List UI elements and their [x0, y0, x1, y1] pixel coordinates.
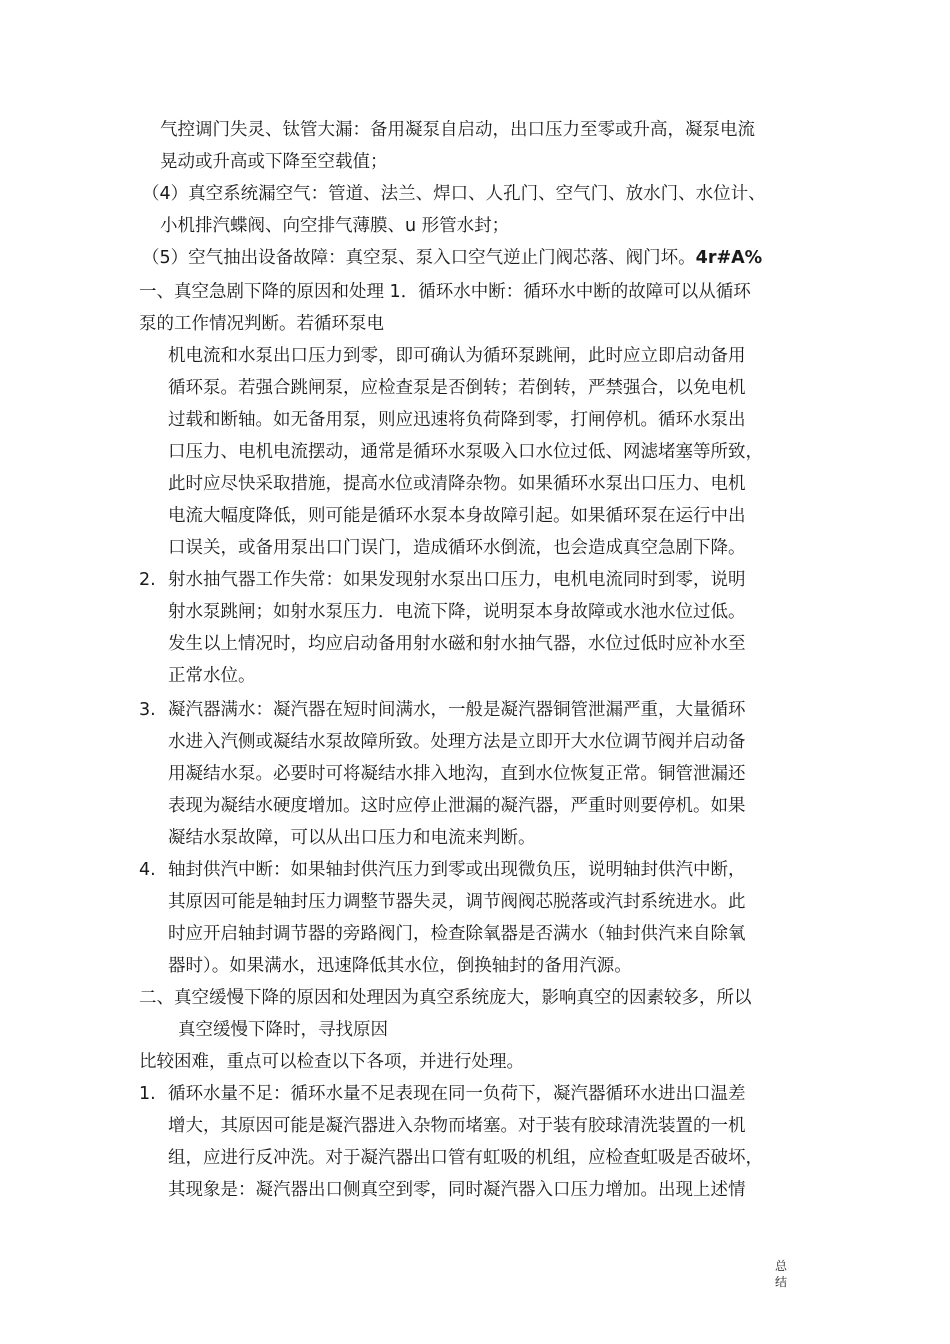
section2-heading-line-3: 比较困难，重点可以检查以下各项，并进行处理。 — [139, 1052, 524, 1072]
intro-item-4-line-1: （4）真空系统漏空气：管道、法兰、焊口、人孔门、空气门、放水门、水位计、 — [142, 184, 766, 204]
intro-line-2: 晃动或升高或下降至空载值； — [160, 152, 388, 172]
section1-para-line: 循环泵。若强合跳闸泵，应检查泵是否倒转；若倒转，严禁强合，以免电机 — [168, 378, 746, 398]
item-number: 1. — [139, 1084, 156, 1104]
section1-para-line: 口误关，或备用泵出口门误门，造成循环水倒流，也会造成真空急剧下降。 — [168, 538, 746, 558]
section1-heading-line-1: 一、真空急剧下降的原因和处理 1．循环水中断：循环水中断的故障可以从循环 — [139, 282, 751, 302]
item-line: 组，应进行反冲洗。对于凝汽器出口管有虹吸的机组，应检查虹吸是否破坏， — [168, 1148, 763, 1168]
item-line: 时应开启轴封调节器的旁路阀门，检查除氧器是否满水（轴封供汽来自除氧 — [168, 924, 746, 944]
item-line: 射水抽气器工作失常：如果发现射水泵出口压力，电机电流同时到零，说明 — [168, 570, 746, 590]
section1-heading-line-2: 泵的工作情况判断。若循环泵电 — [139, 314, 384, 334]
item-line: 轴封供汽中断：如果轴封供汽压力到零或出现微负压，说明轴封供汽中断， — [168, 860, 746, 880]
footer-char: 总 — [774, 1259, 787, 1273]
footer-char: 结 — [774, 1275, 787, 1289]
item-number: 4. — [139, 860, 156, 880]
section2-heading-line-2: 真空缓慢下降时，寻找原因 — [178, 1020, 388, 1040]
item-line: 发生以上情况时，均应启动备用射水磁和射水抽气器，水位过低时应补水至 — [168, 634, 746, 654]
item-line: 器时）。如果满水，迅速降低其水位，倒换轴封的备用汽源。 — [168, 956, 632, 976]
section2-heading-line-1: 二、真空缓慢下降的原因和处理因为真空系统庞大，影响真空的因素较多，所以 — [139, 988, 752, 1008]
intro-item-5-text: （5）空气抽出设备故障：真空泵、泵入口空气逆止门阀芯落、阀门坏。 — [142, 248, 696, 268]
section1-para-line: 机电流和水泵出口压力到零，即可确认为循环泵跳闸，此时应立即启动备用 — [168, 346, 746, 366]
item-line: 表现为凝结水硬度增加。这时应停止泄漏的凝汽器，严重时则要停机。如果 — [168, 796, 746, 816]
item-line: 射水泵跳闸；如射水泵压力．电流下降，说明泵本身故障或水池水位过低。 — [168, 602, 746, 622]
item-line: 水进入汽侧或凝结水泵故障所致。处理方法是立即开大水位调节阀并启动备 — [168, 732, 746, 752]
section1-para-line: 过载和断轴。如无备用泵，则应迅速将负荷降到零，打闸停机。循环水泵出 — [168, 410, 746, 430]
intro-item-5-mark: 4r#A% — [695, 248, 763, 268]
section1-para-line: 口压力、电机电流摆动，通常是循环水泵吸入口水位过低、网滤堵塞等所致， — [168, 442, 763, 462]
item-line: 凝汽器满水：凝汽器在短时间满水，一般是凝汽器铜管泄漏严重，大量循环 — [168, 700, 746, 720]
intro-item-5 — [142, 246, 762, 270]
item-line: 其现象是：凝汽器出口侧真空到零，同时凝汽器入口压力增加。出现上述情 — [168, 1180, 746, 1200]
item-line: 其原因可能是轴封压力调整节器失灵，调节阀阀芯脱落或汽封系统进水。此 — [168, 892, 746, 912]
item-line: 用凝结水泵。必要时可将凝结水排入地沟，直到水位恢复正常。铜管泄漏还 — [168, 764, 746, 784]
item-number: 3. — [139, 700, 156, 720]
item-line: 增大，其原因可能是凝汽器进入杂物而堵塞。对于装有胶球清洗装置的一机 — [168, 1116, 746, 1136]
intro-line-1: 气控调门失灵、钛管大漏：备用凝泵自启动，出口压力至零或升高，凝泵电流 — [160, 120, 755, 140]
intro-item-4-line-2: 小机排汽蝶阀、向空排气薄膜、u 形管水封； — [160, 216, 510, 236]
item-line: 循环水量不足：循环水量不足表现在同一负荷下，凝汽器循环水进出口温差 — [168, 1084, 746, 1104]
section1-para-line: 电流大幅度降低，则可能是循环水泵本身故障引起。如果循环泵在运行中出 — [168, 506, 746, 526]
item-number: 2. — [139, 570, 156, 590]
section1-para-line: 此时应尽快采取措施，提高水位或清降杂物。如果循环水泵出口压力、电机 — [168, 474, 746, 494]
item-line: 正常水位。 — [168, 666, 256, 686]
page-footer — [774, 1258, 788, 1290]
item-line: 凝结水泵故障，可以从出口压力和电流来判断。 — [168, 828, 536, 848]
